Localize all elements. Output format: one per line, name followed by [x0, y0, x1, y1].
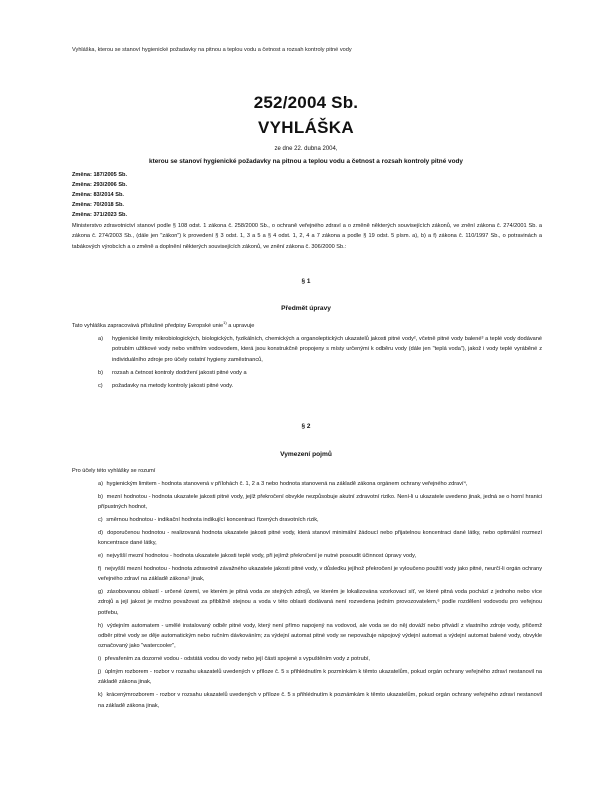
document-subject: kterou se stanoví hygienické požadavky na pitnou a teplou vodu a četnost a rozsah kontroly pitné vody	[149, 158, 463, 165]
list-item	[90, 515, 542, 525]
item-text: směrnou hodnotou - indikační hodnota indikující koncentraci řízených dravotních rizik,	[106, 517, 319, 523]
amendment: Změna: 371/2023 Sb.	[72, 212, 128, 218]
list-item	[90, 564, 542, 585]
date-line: ze dne 22. dubna 2004,	[274, 146, 338, 152]
list-item	[90, 479, 542, 489]
list-item	[90, 368, 542, 378]
item-text: úplným rozborem - rozbor v rozsahu ukazatelů uvedených v příloze č. 5 s přihlédnutím k pozmínkám k těmto ukazatelům, pokud orgán ochrany veřejného zdraví nestanovil na základě zákona jinak,	[98, 669, 542, 686]
item-text: nejvyšší mezní hodnotou - hodnota ukazatele jakosti teplé vody, při jejímž překročení je nutné posoudit účinnost úpravy vody,	[106, 553, 417, 559]
item-label: f)	[98, 565, 102, 572]
section-2-intro: Pro účely této vyhlášky se rozumí	[72, 468, 156, 474]
list-item	[90, 551, 542, 561]
item-text: mezní hodnotou - hodnota ukazatele jakosti pitné vody, jejíž překročení obvykle nezpůsobuje akutní zdravotní riziko. Není-li u ukazatele uvedeno jinak, jedná se o horní hranici přípustných hodnot,	[98, 493, 542, 511]
list-item	[90, 528, 542, 549]
section-1-intro-text: Tato vyhláška zapracovává příslušné předpisy Evropské unie	[72, 323, 224, 329]
list-item	[90, 654, 542, 664]
item-label: j)	[98, 669, 102, 676]
amendments-list	[72, 170, 372, 220]
item-label: k)	[98, 692, 103, 699]
document-type: VYHLÁŠKA	[258, 118, 354, 137]
section-1-mark: § 1	[301, 278, 311, 285]
list-item	[90, 690, 542, 711]
list-item	[90, 334, 542, 365]
item-label: b)	[98, 493, 103, 500]
section-2-mark: § 2	[301, 423, 311, 430]
item-label: c)	[98, 517, 103, 523]
section-1-intro	[72, 321, 254, 331]
list-item	[90, 621, 542, 652]
item-text: převařením za dozorné vodou - odstátá vodou do vody nebo její části spojené s vypuštěním vody z potrubí,	[104, 656, 370, 663]
item-label: b)	[98, 369, 103, 376]
section-2-title: Vymezení pojmů	[280, 451, 332, 458]
list-item	[90, 587, 542, 618]
item-label: c)	[98, 382, 103, 389]
item-text: hygienické limity mikrobiologických, biologických, fyzikálních, chemických a organoleptických ukazatelů jakosti pitné vody², včetně pitné vody balené³ a teplé vody dodávané potrubím užitkové vody nebo vnitřním vodovodem, která jsou konstrukčně propojeny s místy určenými k odběru vody (dále jen "teplá voda"), jakož i vody teplé vyráběné z individuálního zdroje pro účely ostatní hygieny zaměstnanců,	[112, 336, 542, 363]
section-1-list	[90, 334, 542, 394]
footnote-ref: 1)	[223, 320, 227, 326]
item-label: e)	[98, 553, 103, 559]
item-text: výdejním automatem - umělé instalovaný odběr pitné vody, který není přímo napojený na vodovod, ale voda se do něj dováží nebo přivádí z vlastního zdroje vody, přičemž odběr pitné vody se děje automatickým nebo ručním dávkováním; za výdejní automat pitné vody se nepovažuje nápojový výdejní automat a výdejní automat balené vody, obvykle označovaný jako "watercooler",	[98, 622, 542, 650]
item-label: d)	[98, 529, 103, 536]
amendment: Změna: 293/2006 Sb.	[72, 182, 128, 188]
list-item	[90, 381, 542, 391]
preamble: Ministerstvo zdravotnictví stanoví podle § 108 odst. 1 zákona č. 258/2000 Sb., o ochraně veřejného zdraví a o změně některých souvisejících zákonů, ve znění zákona č. 274/2001 Sb. a zákona č. 274/2003 Sb., (dále jen "zákon") k provedení § 3 odst. 1, 3 a 5 a § 4 odst. 1, 2, 4 a 7 zákona a podle § 19 odst. 5 písm. a), b) a f) zákona č. 110/1997 Sb., o potravinách a tabákových výrobcích a o změně a doplnění některých souvisejících zákonů, ve znění zákona č. 306/2000 Sb.:	[72, 223, 542, 250]
item-text: krácenýmrozborem - rozbor v rozsahu ukazatelů uvedených v příloze č. 5 s přihlédnutím k poznámkám k těmto ukazatelům, pokud orgán ochrany veřejného zdraví nestanovil na základě zákona jinak,	[98, 692, 543, 709]
item-text: zásobovanou oblastí - určené území, ve kterém je pitná voda ze stejných zdrojů, ve kterém je lokalizována vzorkovací síť, ve které pitná voda pochází z jednoho nebo více zdrojů a její jakost je možno považovat za přibližně stejnou a voda v této oblasti dodávaná není rozvedena jedním provozovatelem,⁶ podle rozdělení vodovodu pro veřejnou potřebu,	[98, 589, 542, 616]
item-label: g)	[98, 589, 103, 595]
section-1-intro-end: a upravuje	[226, 323, 255, 329]
item-label: i)	[98, 656, 102, 663]
running-header: Vyhláška, kterou se stanoví hygienické požadavky na pitnou a teplou vodu a četnost a rozsah kontroly pitné vody	[72, 47, 352, 53]
item-text: nejvyšší mezní hodnotou - hodnota zdravotně závažného ukazatele jakosti pitné vody, v důsledku jejíhož překročení je vyloučeno použití vody jako pitné, neurčí-li orgán ochrany veřejného zdraví na základě zákona⁵ jinak,	[98, 565, 543, 583]
section-1-title: Předmět úpravy	[281, 305, 331, 312]
law-number: 252/2004 Sb.	[253, 93, 359, 112]
item-text: požadavky na metody kontroly jakosti pitné vody.	[112, 382, 234, 389]
item-text: rozsah a četnost kontroly dodržení jakosti pitné vody a	[112, 369, 247, 376]
amendment: Změna: 83/2014 Sb.	[72, 192, 124, 198]
item-label: h)	[98, 622, 103, 629]
list-item	[90, 492, 542, 513]
list-item	[90, 667, 542, 688]
item-label: a)	[98, 481, 103, 487]
amendment: Změna: 70/2018 Sb.	[72, 202, 124, 208]
item-text: doporučenou hodnotou - realizovaná hodnota ukazatele jakosti pitné vody, která stanoví minimální žádoucí nebo přijatelnou koncentraci dané látky, nebo optimální rozmezí koncentrace dané látky,	[98, 529, 542, 547]
item-label: a)	[98, 336, 103, 342]
section-2-list	[90, 479, 542, 713]
amendment: Změna: 187/2005 Sb.	[72, 172, 128, 178]
item-text: hygienickým limitem - hodnota stanovená v přílohách č. 1, 2 a 3 nebo hodnota stanovená na základě zákona orgánem ochrany veřejného zdraví⁴,	[106, 481, 468, 487]
